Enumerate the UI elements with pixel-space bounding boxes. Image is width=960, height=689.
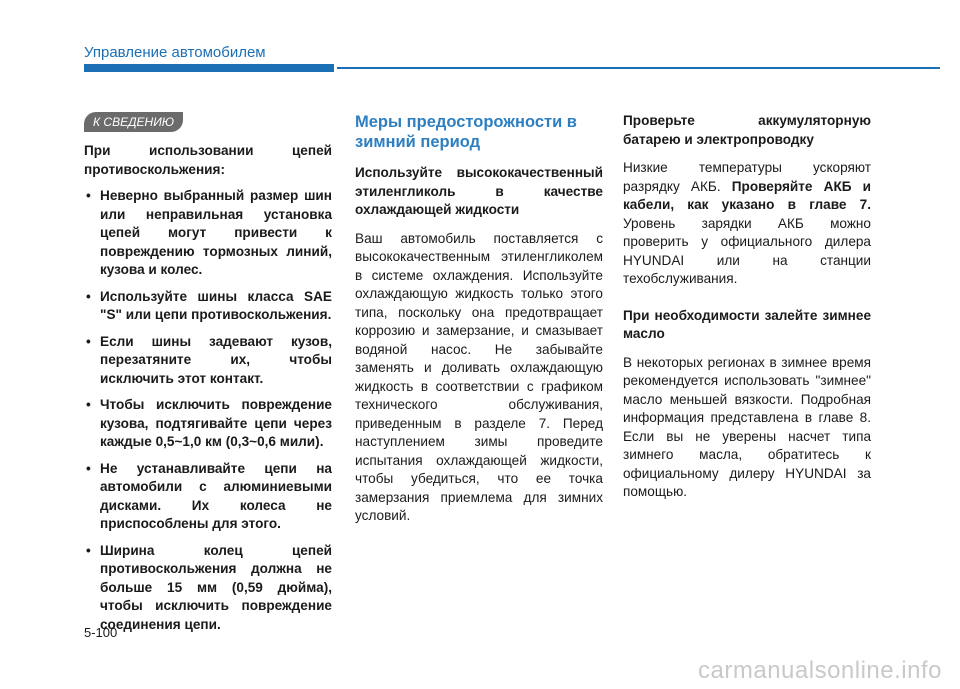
page-number: 5-100 xyxy=(84,625,118,640)
battery-body xyxy=(623,159,871,289)
header-bar-thick xyxy=(84,64,334,72)
column-checks xyxy=(623,112,871,502)
header-bar-thin xyxy=(337,67,940,69)
notice-intro: При использовании цепей противоскольжения: xyxy=(84,143,332,177)
column-notice xyxy=(84,112,332,642)
list-item: • Чтобы исключить повреждение кузова, подтягивайте цепи через каждые 0,5~1,0 км (0,3~0,6 мили). xyxy=(84,396,332,452)
notice-badge: К СВЕДЕНИЮ xyxy=(84,112,183,132)
column-winter xyxy=(355,112,603,526)
battery-title: Проверьте аккумуляторную батарею и электропроводку xyxy=(623,113,871,147)
oil-title: При необходимости залейте зимнее масло xyxy=(623,307,871,341)
winter-section-title: Меры предосторожности в зимний период xyxy=(355,113,577,151)
watermark: carmanualsonline.info xyxy=(698,657,942,684)
list-item: • Неверно выбранный размер шин или неправильная установка цепей могут привести к повреждению тормозных линий, кузова и колес. xyxy=(84,187,332,280)
list-item: • Используйте шины класса SAE "S" или цепи противоскольжения. xyxy=(84,288,332,325)
battery-body-emphasis: Проверяйте АКБ и кабели, как указано в главе 7. xyxy=(623,178,871,212)
list-item: • Ширина колец цепей противоскольжения должна не больше 15 мм (0,59 дюйма), чтобы исключить повреждение соединения цепи. xyxy=(84,542,332,635)
section-header: Управление автомобилем xyxy=(84,44,266,61)
battery-body-rest: Уровень зарядки АКБ можно проверить у официального дилера HYUNDAI или на станции техобслуживания. xyxy=(623,215,871,286)
list-item: • Не устанавливайте цепи на автомобили с алюминиевыми дисками. Их колеса не приспособлены для этого. xyxy=(84,460,332,534)
notice-list xyxy=(84,187,332,634)
battery-body-text: Низкие температуры ускоряют разрядку АКБ. xyxy=(623,160,871,194)
coolant-body: Ваш автомобиль поставляется с высококачественным этиленгликолем в системе охлаждения. Используйте охлаждающую жидкость только этого типа, поскольку она предотвращает коррозию и замерзание, и смазывает водяной насос. Не забывайте заменять и доливать охлаждающую жидкость в соответствии с графиком технического обслуживания, приведенным в разделе 7. Перед наступлением зимы проведите испытания охлаждающей жидкости, чтобы убедиться, что ее точка замерзания приемлема для зимних условий. xyxy=(355,230,603,523)
list-item: • Если шины задевают кузов, перезатяните их, чтобы исключить этот контакт. xyxy=(84,333,332,389)
oil-body: В некоторых регионах в зимнее время рекомендуется использовать "зимнее" масло меньшей вязкости. Подробная информация представлена в главе 8. Если вы не уверены насчет типа зимнего масла, обратитесь к официальному дилеру HYUNDAI за помощью. xyxy=(623,354,871,499)
coolant-subtitle: Используйте высококачественный этиленгликоль в качестве охлаждающей жидкости xyxy=(355,165,603,217)
